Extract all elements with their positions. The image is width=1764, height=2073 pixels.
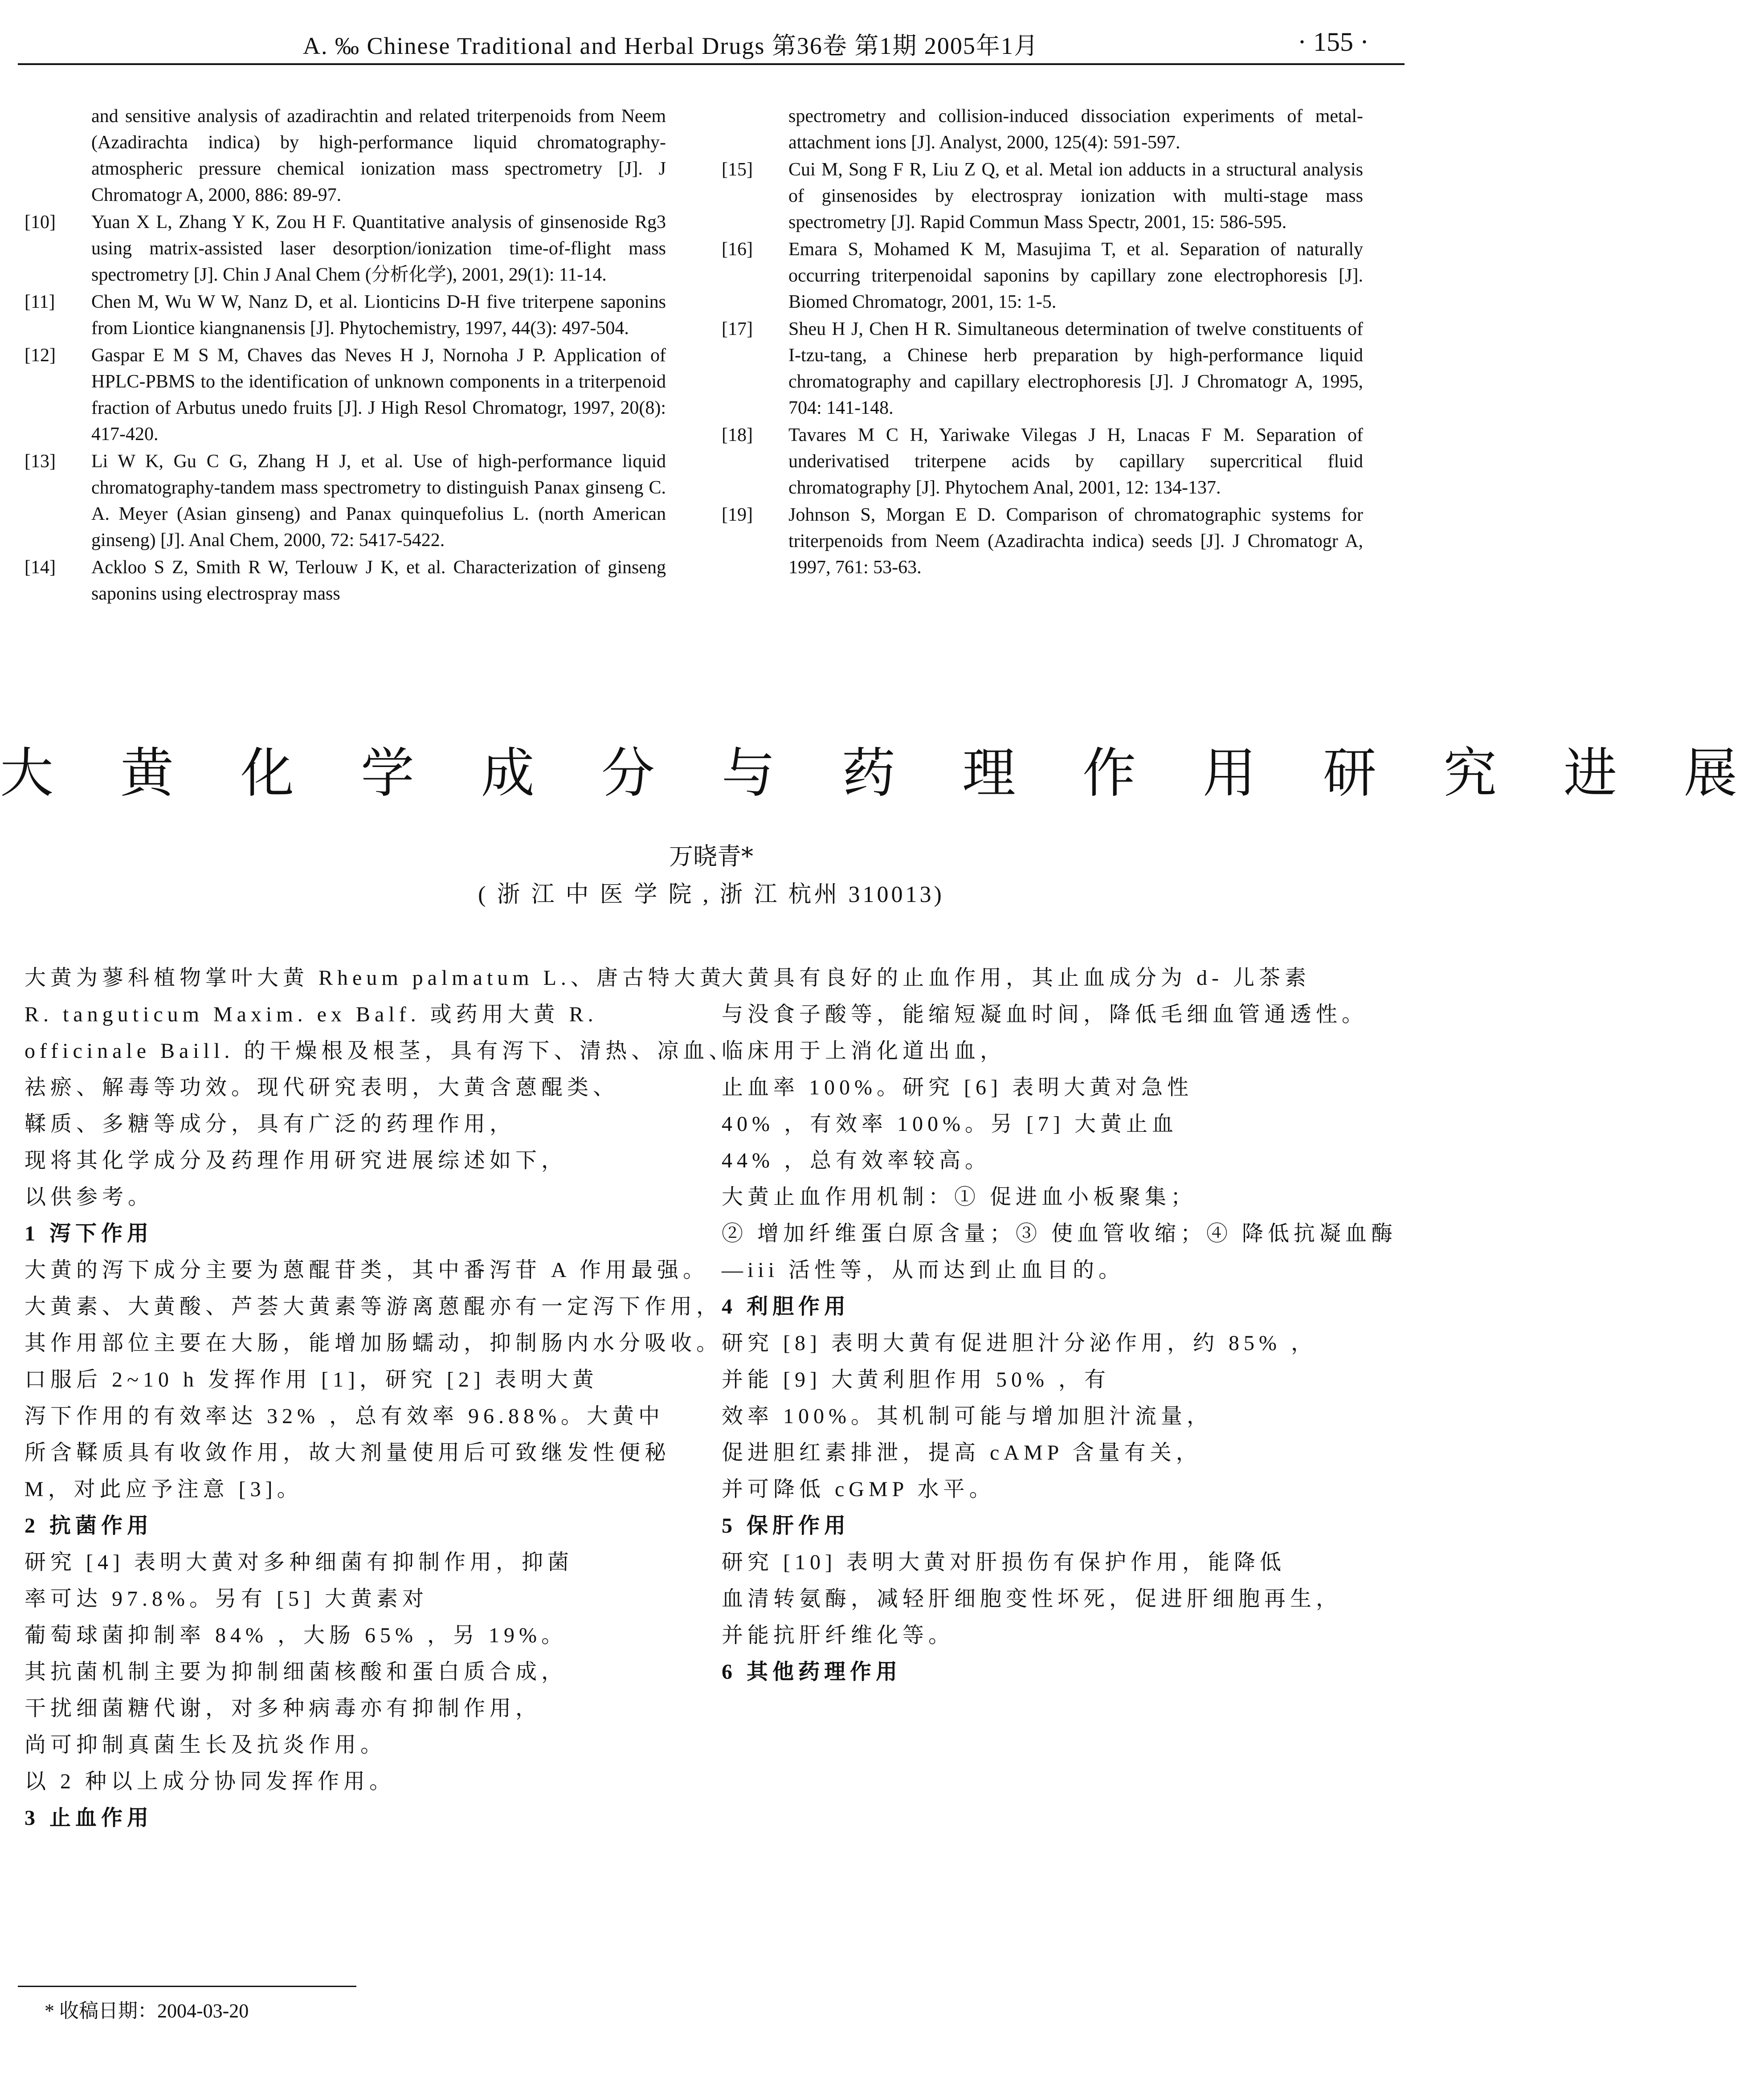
body-right-column [722,960,1397,1690]
body-text-line: 40% ，有效率 100%。另 [7] 大黄止血 [722,1112,1178,1136]
reference-text: Johnson S, Morgan E D. Comparison of chromatographic systems for triterpenoids from Neem (Azadirachta indica) seeds [J]. J Chromatogr A, 1997, 761: 53-63. [788,505,1363,578]
body-text-line: 大黄止血作用机制：① 促进血小板聚集； [722,1185,1197,1209]
reference-number: [18] [722,425,753,445]
body-text-line: 大黄素、大黄酸、芦荟大黄素等游离蒽醌亦有一定泻下作用， [24,1295,723,1318]
reference-entry [722,157,1363,236]
reference-number: [14] [24,557,56,578]
article-author: 万晓青* [669,842,753,870]
body-text-line: 干扰细菌糖代谢，对多种病毒亦有抑制作用， [24,1697,542,1720]
references-right-column [722,103,1363,582]
section-heading: 2 抗菌作用 [24,1514,153,1538]
author-affiliation: ( 浙 江 中 医 学 院 , 浙 江 杭州 310013) [478,882,944,907]
body-text-line: 效率 100%。其机制可能与增加胆汁流量， [722,1404,1213,1428]
reference-text: Yuan X L, Zhang Y K, Zou H F. Quantitative analysis of ginsenoside Rg3 using matrix-assisted laser desorption/ionization time-of-flight mass spectrometry [J]. Chin J Anal Chem (分析化学), 2001, 29(1): 11-14. [91,212,666,285]
reference-text: Cui M, Song F R, Liu Z Q, et al. Metal ion adducts in a structural analysis of ginsenosides by electrospray ionization with multi-stage mass spectrometry [J]. Rapid Commun Mass Spectr, 2001, 15: 586-595. [788,159,1363,233]
reference-entry [24,209,666,288]
reference-entry [24,343,666,448]
reference-entry [24,555,666,607]
reference-entry [24,289,666,342]
reference-entry [722,316,1363,421]
body-text-line: 并可降低 cGMP 水平。 [722,1477,995,1501]
journal-header: A. ‰ Chinese Traditional and Herbal Drugs 第36卷 第1期 2005年1月 [303,33,1039,59]
reference-number: [17] [722,319,753,339]
body-text-line: 大黄具有良好的止血作用，其止血成分为 d- 儿茶素 [722,966,1311,990]
body-text-line: 大黄的泻下成分主要为蒽醌苷类，其中番泻苷 A 作用最强。 [24,1258,709,1282]
reference-number: [15] [722,159,753,180]
reference-number: [12] [24,345,56,366]
body-text-line: ② 增加纤维蛋白原含量；③ 使血管收缩；④ 降低抗凝血酶 [722,1222,1397,1245]
body-text-line: 临床用于上消化道出血， [722,1039,1006,1063]
body-text-line: officinale Baill. 的干燥根及根茎，具有泻下、清热、凉血、 [24,1039,735,1063]
body-text-line: 尚可抑制真菌生长及抗炎作用。 [24,1733,387,1757]
body-text-line: 泻下作用的有效率达 32% ，总有效率 96.88%。大黄中 [24,1404,664,1428]
body-text-line: 以 2 种以上成分协同发挥作用。 [24,1770,396,1793]
body-text-line: 止血率 100%。研究 [6] 表明大黄对急性 [722,1076,1193,1099]
page-number: · 155 · [1298,27,1369,57]
footnote-rule [18,1986,356,1987]
reference-text: Li W K, Gu C G, Zhang H J, et al. Use of high-performance liquid chromatography-tandem mass spectrometry to distinguish Panax ginseng C. A. Meyer (Asian ginseng) and Panax quinquefolius L. (north American ginseng) [J]. Anal Chem, 2000, 72: 5417-5422. [91,451,666,551]
section-heading: 6 其他药理作用 [722,1660,902,1684]
body-text-line: 44% ，总有效率较高。 [722,1149,991,1172]
footnote: * 收稿日期：2004-03-20 [45,2000,249,2022]
reference-entry [722,502,1363,581]
section-heading: 5 保肝作用 [722,1514,850,1538]
reference-text: Emara S, Mohamed K M, Masujima T, et al. Separation of naturally occurring triterpenoidal saponins by capillary zone electrophoresis [J]. Biomed Chromatogr, 2001, 15: 1-5. [788,239,1363,312]
article-title: 大 黄 化 学 成 分 与 药 理 作 用 研 究 进 展 [0,744,1764,803]
section-heading: 1 泻下作用 [24,1222,153,1245]
reference-number: [16] [722,239,753,260]
body-text-line: 研究 [8] 表明大黄有促进胆汁分泌作用，约 85% ， [722,1331,1317,1355]
body-text-line: 与没食子酸等，能缩短凝血时间，降低毛细血管通透性。 [722,1003,1368,1026]
section-heading: 4 利胆作用 [722,1295,850,1318]
reference-text: and sensitive analysis of azadirachtin and related triterpenoids from Neem (Azadirachta indica) by high-performance liquid chromatography-atmospheric pressure chemical ionization mass spectrometry [J]. J Chromatogr A, 2000, 886: 89-97. [91,106,666,205]
reference-number: [11] [24,292,55,312]
body-text-line: —iii 活性等，从而达到止血目的。 [722,1258,1125,1282]
reference-entry [722,103,1363,156]
reference-text: Gaspar E M S M, Chaves das Neves H J, Nornoha J P. Application of HPLC-PBMS to the identification of unknown components in a triterpenoid fraction of Arbutus unedo fruits [J]. J High Resol Chromatogr, 1997, 20(8): 417-420. [91,345,666,445]
references-left-column [24,103,666,608]
body-text-line: 研究 [4] 表明大黄对多种细菌有抑制作用，抑菌 [24,1551,573,1574]
reference-text: Tavares M C H, Yariwake Vilegas J H, Lnacas F M. Separation of underivatised triterpene acids by capillary supercritical fluid chromatography [J]. Phytochem Anal, 2001, 12: 134-137. [788,425,1363,498]
body-text-line: 研究 [10] 表明大黄对肝损伤有保护作用，能降低 [722,1551,1286,1574]
reference-text: Sheu H J, Chen H R. Simultaneous determination of twelve constituents of I-tzu-tang, a Chinese herb preparation by high-performance liquid chromatography and capillary electrophoresis [J]. J Chromatogr A, 1995, 704: 141-148. [788,319,1363,418]
body-text-line: 其抗菌机制主要为抑制细菌核酸和蛋白质合成， [24,1660,568,1684]
body-text-line: 大黄为蓼科植物掌叶大黄 Rheum palmatum L.、唐古特大黄 [24,966,726,990]
body-text-line: 口服后 2~10 h 发挥作用 [1]，研究 [2] 表明大黄 [24,1368,598,1392]
body-text-line: 促进胆红素排泄，提高 cAMP 含量有关， [722,1441,1202,1465]
body-text-line: 现将其化学成分及药理作用研究进展综述如下， [24,1149,568,1172]
section-heading: 3 止血作用 [24,1806,153,1830]
body-left-column [24,960,735,1836]
reference-text: Ackloo S Z, Smith R W, Terlouw J K, et al. Characterization of ginseng saponins using electrospray mass [91,557,666,604]
reference-number: [19] [722,505,753,525]
body-text-line: M，对此应予注意 [3]。 [24,1477,303,1501]
body-text-line: 并能 [9] 大黄利胆作用 50% ，有 [722,1368,1110,1392]
reference-entry [722,422,1363,501]
reference-entry [24,449,666,554]
reference-text: Chen M, Wu W W, Nanz D, et al. Lionticins D-H five triterpene saponins from Liontice kiangnanensis [J]. Phytochemistry, 1997, 44(3): 497-504. [91,292,666,339]
reference-number: [13] [24,451,56,472]
body-text-line: 率可达 97.8%。另有 [5] 大黄素对 [24,1587,428,1611]
reference-number: [10] [24,212,56,233]
body-text-line: 祛瘀、解毒等功效。现代研究表明，大黄含蒽醌类、 [24,1076,619,1099]
running-header [18,22,1405,65]
reference-entry [722,237,1363,315]
body-text-line: 其作用部位主要在大肠，能增加肠蠕动，抑制肠内水分吸收。 [24,1331,723,1355]
reference-text: spectrometry and collision-induced dissociation experiments of metal-attachment ions [J]. Analyst, 2000, 125(4): 591-597. [788,106,1363,153]
reference-entry [24,103,666,208]
body-text-line: 鞣质、多糖等成分，具有广泛的药理作用， [24,1112,516,1136]
body-text-line: 血清转氨酶，减轻肝细胞变性坏死，促进肝细胞再生， [722,1587,1342,1611]
body-text-line: 葡萄球菌抑制率 84% ，大肠 65% ，另 19%。 [24,1624,567,1647]
body-text-line: 以供参考。 [24,1185,154,1209]
body-text-line: 并能抗肝纤维化等。 [722,1624,955,1647]
body-text-line: 所含鞣质具有收敛作用，故大剂量使用后可致继发性便秘 [24,1441,671,1465]
body-text-line: R. tanguticum Maxim. ex Balf. 或药用大黄 R. [24,1003,598,1026]
